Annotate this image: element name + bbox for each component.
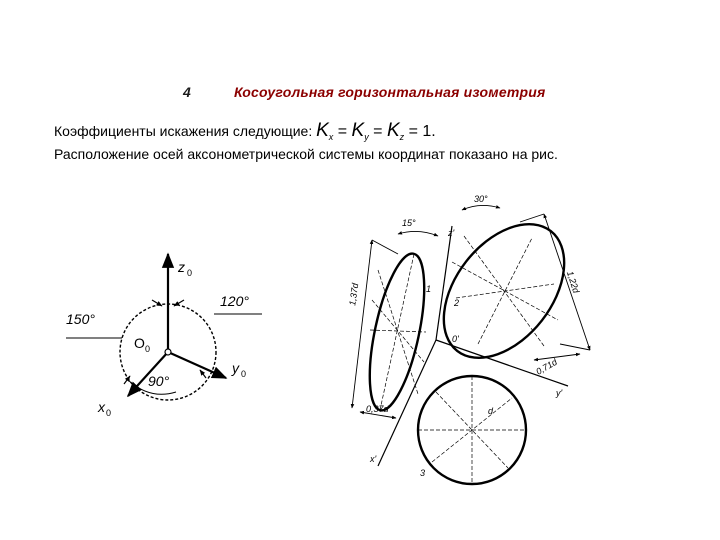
z-prime-label: z' [448, 228, 455, 238]
origin-point [165, 349, 171, 355]
origin-label: O [134, 335, 145, 351]
origin-prime-label: 0' [452, 334, 459, 344]
subscript-y: y [364, 131, 369, 142]
angle-150-label: 150° [66, 311, 95, 327]
section-title: Косоугольная горизонтальная изометрия [234, 84, 546, 100]
point-1-label: 1 [426, 284, 432, 294]
dim-071d-label: 0,71d [534, 356, 559, 377]
y-prime-label: y' [556, 388, 563, 398]
k-symbol-y: K [351, 120, 365, 141]
dim-122d [544, 214, 590, 350]
arc-30 [462, 205, 500, 210]
z-axis-label: z [178, 259, 185, 275]
equals-sign-2: = [368, 123, 387, 140]
angle-120-label: 120° [220, 293, 249, 309]
angle-15-label: 15° [402, 218, 416, 228]
ellipses-diagram [352, 202, 590, 484]
arrow-mark-right [200, 370, 206, 378]
k-symbol-z: K [386, 120, 400, 141]
x-axis-label: x [98, 399, 105, 415]
angle-30-label: 30° [474, 194, 488, 204]
section-number: 4 [183, 84, 191, 100]
d-label: d [488, 406, 494, 416]
dim-037d-label: 0,37d [366, 404, 389, 414]
axes-description-text: Расположение осей аксонометрической системы координат показано на рис. [54, 146, 558, 162]
arrow-mark-top-left [152, 300, 162, 306]
point-3-label: 3 [420, 468, 426, 478]
dim-122d-label: 1,22d [564, 269, 582, 295]
y-axis [168, 352, 226, 378]
dim-137d-label: 1,37d [347, 282, 361, 307]
coefficients-prefix: Коэффициенты искажения следующие: [54, 123, 317, 139]
point-2-label: 2 [454, 298, 460, 308]
subscript-z: z [399, 131, 405, 142]
angle-90-label: 90° [148, 373, 170, 389]
right-ellipse-construction [452, 236, 558, 346]
k-symbol-x: K [316, 120, 329, 141]
origin-subscript: 0 [145, 344, 151, 354]
z-axis-subscript: 0 [187, 268, 193, 278]
x-axis-subscript: 0 [106, 408, 112, 418]
left-ellipse-construction [370, 254, 426, 410]
subscript-x: x [328, 131, 334, 142]
dimension-lines [352, 205, 590, 418]
y-axis-label: y [232, 360, 239, 376]
equals-sign-1: = [333, 123, 352, 140]
arc-15 [398, 231, 438, 236]
x-prime-label: x' [370, 454, 377, 464]
coefficients-suffix: = 1. [404, 123, 436, 140]
y-axis-subscript: 0 [241, 369, 247, 379]
dim-071d [534, 354, 580, 360]
